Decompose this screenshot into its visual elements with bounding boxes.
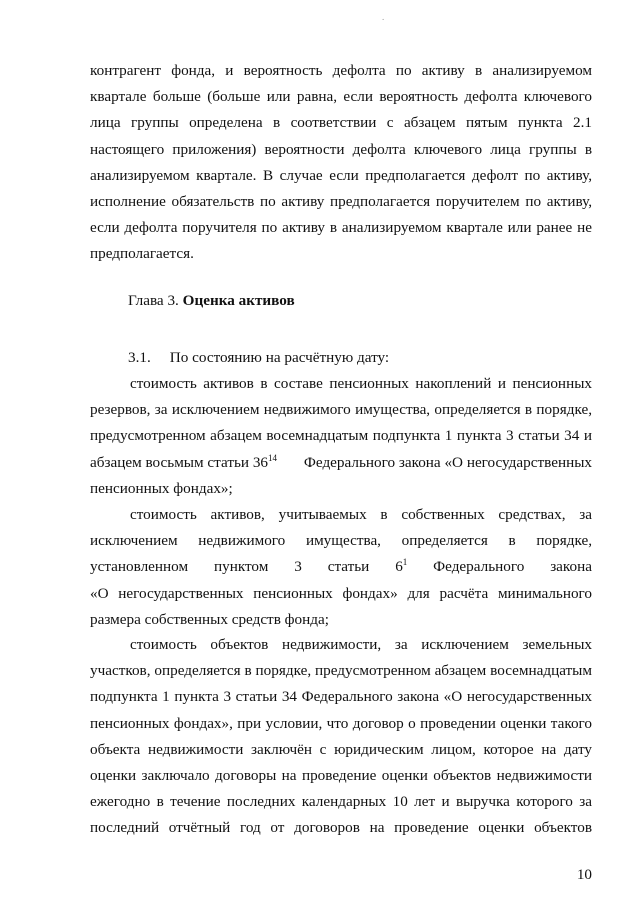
text-line: стоимость активов в составе пенсионных накоплений и пенсионных — [130, 375, 592, 392]
text-line: настоящего приложения) вероятности дефолта ключевого лица группы в — [90, 140, 592, 158]
word: 3 — [294, 558, 302, 576]
word: установленном — [90, 558, 189, 576]
text-line: лица группы определена в соответствии с абзацем пятым пункта 2.1 — [90, 114, 592, 132]
text-line: пенсионных фондах», при условии, что договор о проведении оценки такого — [90, 714, 592, 732]
paragraph-2 — [90, 371, 592, 502]
word: статьи — [327, 558, 370, 576]
text-line: исключением недвижимого имущества, определяется в порядке, — [90, 532, 592, 550]
chapter-prefix: Глава 3. — [128, 292, 179, 309]
word: $6^1$ — [395, 557, 408, 576]
scan-mark: . — [382, 12, 385, 22]
text-line: последний отчётный год от договоров на проведение оценки объектов — [90, 819, 592, 837]
text-line: размера собственных средств фонда; — [90, 610, 329, 628]
word: пунктом — [213, 558, 269, 576]
text-line — [90, 450, 592, 476]
paragraph-1 — [90, 58, 592, 268]
clause-line — [128, 345, 592, 371]
text-line: квартале больше (больше или равна, если вероятность дефолта ключевого — [90, 88, 592, 106]
clause-number: 3.1. — [128, 349, 151, 366]
text-line: резервов, за исключением недвижимого имущества, определяется в порядке, — [90, 401, 592, 419]
text-line: анализируемом квартале. В случае если предполагается дефолт по активу, — [90, 166, 592, 184]
text-line — [90, 554, 592, 580]
text-line: исполнение обязательств по активу предполагается поручителем по активу, — [90, 193, 592, 211]
text-line: предполагается. — [90, 245, 194, 263]
text-line: объекта недвижимости заключён с юридическим лицом, которое на дату — [90, 740, 592, 758]
text-line: контрагент фонда, и вероятность дефолта по активу в анализируемом — [90, 62, 592, 79]
superscript: 1 — [402, 557, 408, 568]
text-line: участков, определяется в порядке, предусмотренном абзацем восемнадцатым — [90, 662, 592, 680]
chapter-heading — [128, 292, 295, 310]
text-line: подпункта 1 пункта 3 статьи 34 Федерального закона «О негосударственных — [90, 688, 592, 706]
footnote-ref: 14 — [268, 452, 278, 463]
chapter-title: Оценка активов — [182, 292, 295, 309]
text-fragment: абзацем восьмым статьи $36^{14}$ — [90, 452, 278, 471]
text-line: ежегодно в течение последних календарных 10 лет и выручка которого за — [90, 793, 592, 811]
clause-3-1 — [128, 345, 592, 371]
text-line: «О негосударственных пенсионных фондах» для расчёта минимального — [90, 584, 592, 602]
text-line: стоимость объектов недвижимости, за исключением земельных — [130, 636, 592, 653]
text-line: пенсионных фондах»; — [90, 479, 233, 497]
text-line: если дефолта поручителя по активу в анализируемом квартале или ранее не — [90, 219, 592, 237]
clause-text: По состоянию на расчётную дату: — [169, 349, 390, 366]
text-fragment: Федерального закона «О негосударственных — [303, 453, 592, 471]
word: Федерального — [433, 558, 525, 576]
page-number: 10 — [576, 866, 592, 883]
text-line: стоимость активов, учитываемых в собственных средствах, за — [130, 506, 592, 523]
text-line: предусмотренном абзацем восемнадцатым подпункта 1 пункта 3 статьи 34 и — [90, 427, 592, 445]
word: закона — [550, 558, 592, 576]
paragraph-3 — [90, 502, 592, 633]
text-line: оценки заключало договоры на проведение оценки объектов недвижимости — [90, 767, 592, 785]
paragraph-4 — [90, 632, 592, 842]
